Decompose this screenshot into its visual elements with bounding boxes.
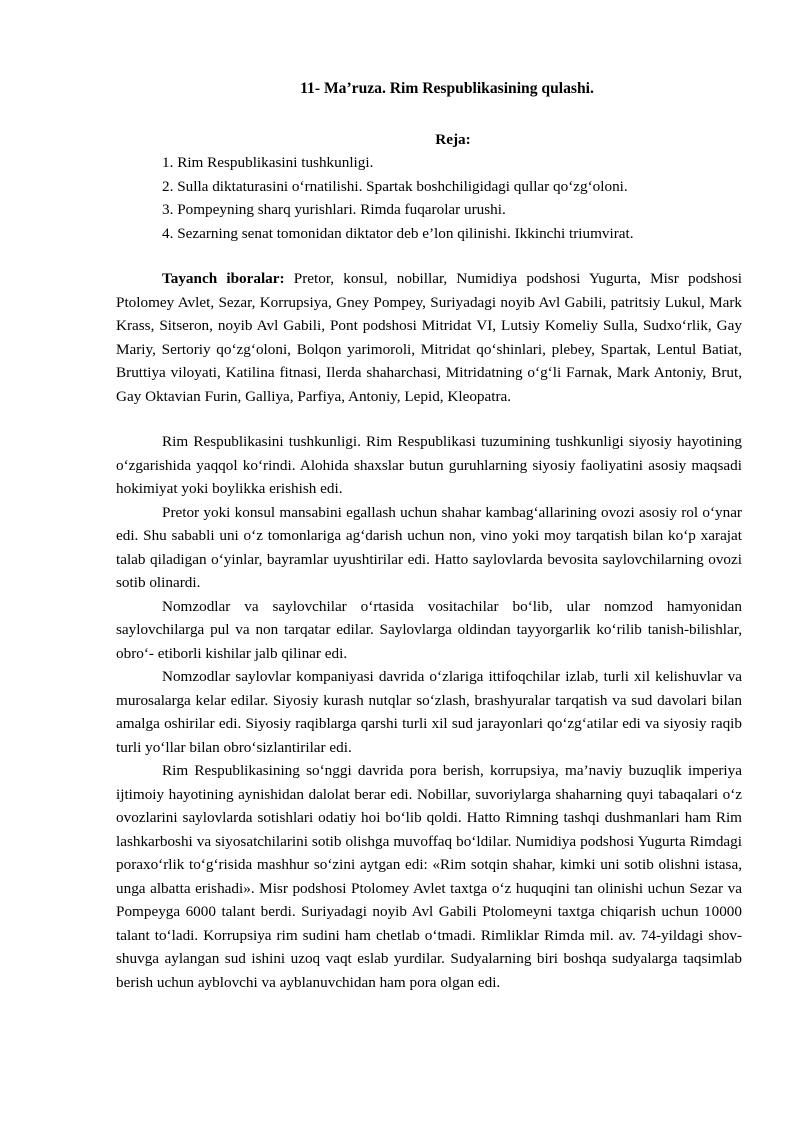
keywords-text: Pretor, konsul, nobillar, Numidiya podshosi Yugurta, Misr podshosi Ptolomey Avlet, Sezar, Korrupsiya, Gney Pompey, Suriyadagi noyib Avl Gabili, patritsiy Lukul, Mark Krass, Sitseron, noyib Avl Gabili, Pont podshosi Mitridat VI, Lutsiy Komeliy Sulla, Sudxo‘rlik, Gay Mariy, Sertoriy qo‘zg‘oloni, Bolqon yarimoroli, Mitridat qo‘shinlari, plebey, Spartak, Lentul Batiat, Bruttiya viloyati, Katilina fitnasi, Ilerda shaharchasi, Mitridatning o‘g‘li Farnak, Mark Antoniy, Brut, Gay Oktavian Furin, Galliya, Parfiya, Antoniy, Lepid, Kleopatra. [116,270,742,405]
body-paragraph: Pretor yoki konsul mansabini egallash uchun shahar kambag‘allarining ovozi asosiy rol o‘ynar edi. Shu sababli uni o‘z tomonlariga ag‘darish uchun non, vino yoki moy tarqatish bilan ko‘p xarajat talab qiladigan o‘yinlar, bayramlar uyushtirilar edi. Hatto saylovlarda bevosita saylovchilarning ovozi sotib olinardi. [116,503,742,591]
plan-item: 1. Rim Respublikasini tushkunligi. [162,154,374,171]
body-paragraph: Rim Respublikasini tushkunligi. Rim Respublikasi tuzumining tushkunligi siyosiy hayotining o‘zgarishida yaqqol ko‘rindi. Alohida shaxslar butun guruhlarning siyosiy faoliyatini asosiy maqsadi hokimiyat yoki boylikka erishish edi. [116,433,742,497]
body-paragraph: Nomzodlar saylovlar kompaniyasi davrida o‘zlariga ittifoqchilar izlab, turli xil kelishuvlar va murosalarga kelar edilar. Siyosiy kurash nutqlar so‘zlash, brashyuralar tarqatish va sud davolari bilan amalga oshirilar edi. Siyosiy raqiblarga qarshi turli xil sud jarayonlari qo‘zg‘atilar edi va siyosiy raqib turli yo‘llar bilan obro‘sizlantirilar edi. [116,668,742,756]
plan-list [116,151,742,245]
lecture-title: 11- Ma’ruza. Rim Respublikasining qulashi. [300,80,594,97]
document-page [116,77,742,994]
plan-item: 4. Sezarning senat tomonidan diktator deb e’lon qilinishi. Ikkinchi triumvirat. [162,224,634,242]
body-paragraph: Rim Respublikasining so‘nggi davrida pora berish, korrupsiya, ma’naviy buzuqlik imperiya ijtimoiy hayotining aynishidan dalolat berar edi. Nobillar, suvoriylarga shaharning quyi tabaqalari o‘z ovozlarini saylovlarda sotishlari odatiy hoi bo‘lib qoldi. Hatto Rimning tashqi dushmanlari ham Rim lashkarboshi va siyosatchilarini sotib olishga muvoffaq bo‘ldilar. Numidiya podshosi Yugurta Rimdagi poraxo‘rlik to‘g‘risida mashhur so‘zini aytgan edi: «Rim sotqin shahar, kimki uni sotib olishni istasa, unga albatta erishadi». Misr podshosi Ptolomey Avlet taxtga o‘z huquqini tan olinishi uchun Sezar va Pompeyga 6000 talant berdi. Suriyadagi noyib Avl Gabili Ptolomeyni taxtga chiqarish uchun 10000 talant to‘ladi. Korrupsiya rim sudini ham chetlab o‘tmadi. Rimliklar Rimda mil. av. 74-yildagi shov-shuvga aylangan sud ishini uzoq vaqt eslab yurdilar. Sudyalarning biri boshqa sudyalarga taqsimlab berish uchun ayblovchi va ayblanuvchidan ham pora olgan edi. [116,762,742,991]
plan-heading: Reja: [435,130,471,148]
plan-item: 2. Sulla diktaturasini o‘rnatilishi. Spartak boshchiligidagi qullar qo‘zg‘oloni. [162,177,628,195]
body-paragraph: Nomzodlar va saylovchilar o‘rtasida vositachilar bo‘lib, ular nomzod hamyonidan saylovchilarga pul va non tarqatar edilar. Saylovlarga oldindan tayyorgarlik ko‘rilib tanish-bilishlar, obro‘- etiborli kishilar jalb qilinar edi. [116,597,742,662]
keywords-label: Tayanch iboralar: [162,270,285,287]
keywords-paragraph [116,267,742,408]
plan-item: 3. Pompeyning sharq yurishlari. Rimda fuqarolar urushi. [162,201,506,218]
